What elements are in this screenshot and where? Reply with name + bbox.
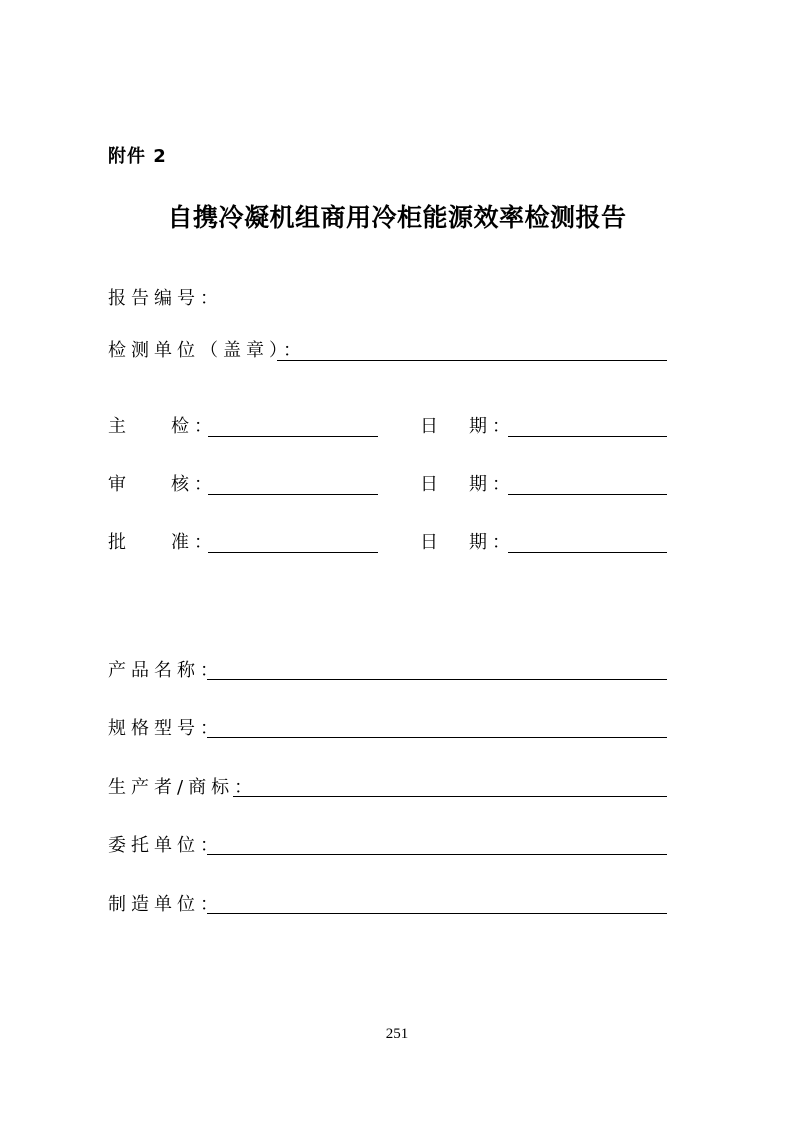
reviewer-label-first: 审: [108, 474, 131, 495]
client-label: 委托单位：: [108, 835, 223, 856]
reviewer-label: [108, 474, 217, 496]
approver-label-second: 准：: [171, 532, 217, 553]
manufacturer-field[interactable]: [233, 796, 667, 797]
approver-date-label: [420, 532, 515, 554]
approver-date-second: 期：: [469, 532, 515, 553]
reviewer-date-label: [420, 474, 515, 496]
attachment-label: 附件 2: [108, 146, 167, 167]
chief-inspector-date-label: [420, 416, 515, 438]
approver-field[interactable]: [208, 552, 378, 553]
product-name-label: 产品名称：: [108, 660, 223, 681]
chief-inspector-date-second: 期：: [469, 416, 515, 437]
client-field[interactable]: [207, 854, 667, 855]
reviewer-date-field[interactable]: [508, 494, 667, 495]
product-name-field[interactable]: [207, 679, 667, 680]
approver-label-first: 批: [108, 532, 131, 553]
approver-date-first: 日: [420, 532, 443, 553]
testing-unit-field[interactable]: [277, 360, 667, 361]
reviewer-date-second: 期：: [469, 474, 515, 495]
chief-inspector-date-first: 日: [420, 416, 443, 437]
testing-unit-label: 检测单位（盖章）：: [108, 340, 306, 361]
approver-label: [108, 532, 217, 554]
page-number: 251: [385, 1026, 409, 1042]
report-number-label: 报告编号：: [108, 288, 223, 309]
model-label: 规格型号：: [108, 718, 223, 739]
reviewer-label-second: 核：: [171, 474, 217, 495]
model-field[interactable]: [207, 737, 667, 738]
report-title: 自携冷凝机组商用冷柜能源效率检测报告: [167, 203, 627, 232]
approver-date-field[interactable]: [508, 552, 667, 553]
chief-inspector-label-second: 检：: [171, 416, 217, 437]
maker-label: 制造单位：: [108, 894, 223, 915]
chief-inspector-field[interactable]: [208, 436, 378, 437]
maker-field[interactable]: [207, 913, 667, 914]
chief-inspector-label-first: 主: [108, 416, 131, 437]
chief-inspector-date-field[interactable]: [508, 436, 667, 437]
reviewer-field[interactable]: [208, 494, 378, 495]
reviewer-date-first: 日: [420, 474, 443, 495]
manufacturer-label: 生产者/商标：: [108, 777, 258, 798]
chief-inspector-label: [108, 416, 217, 438]
